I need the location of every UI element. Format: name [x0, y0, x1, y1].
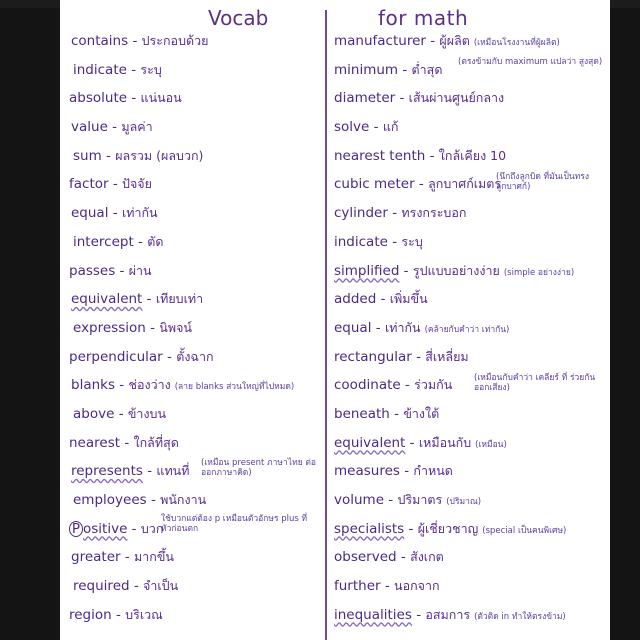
dash-separator: -	[414, 176, 429, 193]
vocab-meaning: เส้นผ่านศูนย์กลาง	[408, 90, 505, 106]
dash-separator: -	[162, 348, 177, 365]
dash-separator: -	[108, 176, 123, 193]
vocab-entry	[69, 575, 319, 604]
dash-separator: -	[111, 606, 126, 623]
vocab-entry	[334, 374, 606, 403]
vocab-meaning: สังเกต	[410, 549, 444, 565]
vocab-term: beneath	[334, 405, 390, 422]
vocab-meaning: ใกล้เคียง 10	[438, 147, 507, 163]
vocab-meaning: ต่ำสุด	[411, 61, 443, 77]
left-vocab-column	[69, 30, 319, 632]
vocab-meaning: ปริมาตร	[397, 492, 443, 507]
vocab-meaning: ทรงกระบอก	[401, 205, 467, 221]
vocab-meaning: แก้	[382, 119, 399, 135]
vocab-term: specialists	[334, 520, 405, 537]
vocab-entry	[69, 145, 319, 174]
vocab-entry	[334, 288, 606, 317]
vocab-meaning: ผลรวม (ผลบวก)	[115, 147, 204, 163]
dash-separator: -	[127, 90, 141, 107]
vocab-entry	[334, 518, 606, 547]
vocab-term: coodinate	[334, 377, 401, 394]
vocab-meaning: ผ่าน	[128, 262, 152, 278]
vocab-term: indicate	[334, 233, 388, 250]
vocab-term: factor	[69, 176, 109, 193]
vocab-meaning: ข้างใต้	[403, 405, 440, 421]
vocab-term: greater	[71, 549, 121, 566]
vocab-entry	[69, 513, 319, 547]
vocab-meaning: ร่วมกัน	[414, 377, 453, 393]
vocab-note: (simple อย่างง่าย)	[503, 267, 575, 278]
vocab-term: equal	[334, 319, 372, 336]
vocab-note: (special เป็นคนพิเศษ)	[482, 525, 567, 536]
dash-separator: -	[120, 549, 135, 566]
vocab-term: expression	[73, 319, 146, 336]
vocab-term: manufacturer	[334, 33, 426, 49]
vocab-term: perpendicular	[69, 348, 163, 365]
vocab-meaning: นอกจาก	[394, 578, 440, 594]
vocab-meaning: ปัจจัย	[122, 176, 152, 192]
vocab-meaning: ข้างบน	[127, 405, 167, 421]
vocab-term: employees	[73, 492, 147, 508]
column-divider	[325, 10, 327, 640]
dash-separator: -	[101, 147, 116, 164]
dash-separator: -	[389, 405, 404, 422]
vocab-note: (เหมือน present ภาษาไทย ต่อ ออกภาษาคิด)	[201, 458, 316, 479]
vocab-entry	[334, 575, 606, 604]
dash-separator: -	[380, 578, 395, 595]
dash-separator: -	[115, 262, 129, 279]
dash-separator: -	[120, 434, 134, 451]
vocab-entry	[334, 30, 606, 59]
dash-separator: -	[405, 434, 419, 451]
vocab-entry	[334, 56, 606, 88]
vocab-note: (เหมือนโรงงานที่ผู้ผลิต)	[473, 38, 560, 48]
vocab-entry	[334, 432, 606, 461]
vocab-entry	[69, 317, 319, 346]
vocab-term: rectangular	[334, 348, 412, 365]
vocab-meaning: เท่ากัน	[121, 205, 158, 221]
vocab-meaning: ลูกบาศก์เมตร	[428, 176, 502, 192]
vocab-meaning: เหมือนกับ	[418, 434, 472, 450]
vocab-term: equivalent	[334, 434, 406, 451]
vocab-meaning: มูลค่า	[121, 119, 153, 135]
dash-separator: -	[114, 405, 128, 422]
vocab-entry	[69, 173, 319, 202]
vocab-meaning: ตัด	[147, 233, 164, 249]
vocab-entry	[69, 260, 319, 289]
dash-separator: -	[376, 291, 390, 308]
vocab-term: measures	[334, 463, 400, 480]
dash-separator: -	[146, 492, 161, 508]
vocab-term: further	[334, 578, 381, 595]
vocab-meaning: เทียบเท่า	[155, 291, 204, 307]
vocab-entry	[334, 604, 606, 633]
dash-separator: -	[371, 319, 385, 336]
vocab-term: sum	[73, 147, 102, 164]
vocab-entry	[334, 317, 606, 346]
vocab-term: contains	[71, 33, 129, 49]
vocab-meaning: แน่นอน	[140, 90, 182, 106]
vocab-entry	[69, 87, 319, 116]
vocab-term: passes	[69, 262, 116, 279]
vocab-note: ใช้บวกแต่ต้อง p เหมือนตัวอักษร plus ที่หัวก่อนตก	[161, 513, 308, 534]
dash-separator: -	[384, 492, 398, 508]
dash-separator: -	[411, 348, 426, 365]
vocab-term: value	[71, 119, 108, 136]
vocab-meaning: เท่ากัน	[384, 319, 421, 335]
vocab-meaning: พนักงาน	[160, 492, 207, 507]
vocab-term: cubic meter	[334, 176, 415, 193]
vocab-entry	[69, 288, 319, 317]
vocab-meaning: ระบุ	[140, 61, 162, 77]
vocab-entry	[334, 202, 606, 231]
vocab-meaning: มากขึ้น	[134, 549, 174, 565]
dash-separator: -	[108, 205, 122, 222]
vocab-meaning: ประกอบด้วย	[141, 33, 209, 48]
vocab-entry	[69, 546, 319, 575]
dash-separator: -	[425, 33, 440, 49]
page-title-right: for math	[378, 6, 469, 30]
vocab-note: (เหมือน)	[475, 439, 507, 450]
dash-separator: -	[126, 61, 141, 78]
vocab-entry	[334, 145, 606, 174]
right-vocab-column	[334, 30, 606, 632]
vocab-term: region	[69, 606, 112, 623]
vocab-entry	[69, 460, 319, 489]
dash-separator: -	[404, 520, 418, 537]
vocab-entry	[69, 202, 319, 231]
page-title-left: Vocab	[208, 6, 269, 30]
vocab-term: diameter	[334, 90, 396, 107]
dash-separator: -	[396, 549, 411, 566]
vocab-entry	[334, 546, 606, 575]
vocab-meaning: แทนที่	[156, 463, 190, 479]
vocab-note: (ลาย blanks ส่วนใหญ่ที่ไปหมด)	[174, 382, 295, 393]
vocab-meaning: เพิ่มขึ้น	[389, 291, 428, 307]
dash-separator: -	[107, 119, 122, 136]
dash-separator: -	[115, 377, 129, 394]
vocab-entry	[69, 116, 319, 145]
vocab-term: observed	[334, 549, 397, 566]
vocab-meaning: กำหนด	[413, 463, 453, 479]
vocab-term: absolute	[69, 90, 128, 107]
dash-separator: -	[369, 119, 383, 136]
vocab-term: required	[73, 578, 130, 595]
dash-separator: -	[133, 233, 148, 250]
vocab-meaning: ผู้ผลิต	[439, 33, 470, 48]
vocab-note: (ปริมาณ)	[446, 497, 482, 507]
vocab-note: (เหมือนกับคำว่า เคลียร์ ที่ ร่วยกันออกเสียง)	[474, 373, 596, 394]
dash-separator: -	[129, 578, 144, 595]
vocab-term: equal	[71, 205, 109, 222]
vocab-meaning: อสมการ	[425, 606, 471, 622]
vocab-meaning: สี่เหลี่ยม	[425, 348, 469, 364]
vocab-note: (ตรงข้ามกับ maximum แปลว่า สูงสุด)	[458, 56, 603, 67]
vocab-meaning: บวก	[140, 520, 164, 536]
dash-separator: -	[142, 291, 156, 308]
dash-separator: -	[398, 61, 412, 78]
vocab-entry	[69, 59, 319, 88]
dash-separator: -	[387, 205, 402, 222]
vocab-term: nearest tenth	[334, 147, 426, 164]
vocab-term: minimum	[334, 61, 399, 78]
dash-separator: -	[128, 33, 142, 49]
vocab-meaning: ตั้งฉาก	[176, 348, 214, 364]
vocab-meaning: นิพจน์	[159, 319, 192, 335]
vocab-term: intercept	[73, 233, 134, 250]
vocab-note: (คล้ายกับคำว่า เท่ากัน)	[424, 324, 510, 335]
dash-separator: -	[395, 90, 409, 107]
vocab-term: simplified	[334, 262, 400, 279]
dash-separator: -	[142, 463, 157, 480]
vocab-term-initial: P	[69, 521, 83, 537]
vocab-term: indicate	[73, 61, 127, 78]
vocab-note: (ตัวติด in ทำให้ตรงข้าม)	[474, 611, 566, 622]
vocab-term: solve	[334, 119, 370, 136]
vocab-entry	[334, 260, 606, 289]
vocab-entry	[69, 403, 319, 432]
vocab-entry	[334, 116, 606, 145]
vocab-meaning: ช่องว่าง	[128, 377, 171, 393]
vocab-entry	[69, 432, 319, 461]
vocab-term: nearest	[69, 434, 121, 451]
vocab-term: cylinder	[334, 205, 388, 222]
vocab-meaning: บริเวณ	[125, 606, 163, 622]
notes-page	[60, 0, 610, 640]
dash-separator: -	[400, 377, 415, 394]
dash-separator: -	[399, 262, 413, 279]
vocab-term: ositive	[83, 520, 128, 537]
vocab-entry	[334, 460, 606, 489]
vocab-entry	[69, 231, 319, 260]
dash-separator: -	[425, 147, 439, 164]
vocab-term: represents	[71, 463, 143, 480]
vocab-entry	[334, 173, 606, 202]
dash-separator: -	[411, 606, 426, 623]
vocab-meaning: ระบุ	[401, 233, 423, 249]
vocab-term: added	[334, 291, 377, 308]
vocab-entry	[334, 87, 606, 116]
vocab-entry	[334, 403, 606, 432]
dash-separator: -	[399, 463, 414, 480]
vocab-meaning: ผู้เชี่ยวชาญ	[417, 520, 479, 536]
vocab-entry	[69, 374, 319, 403]
vocab-term: volume	[334, 492, 385, 508]
vocab-entry	[334, 489, 606, 518]
vocab-meaning: รูปแบบอย่างง่าย	[412, 262, 500, 278]
vocab-term: equivalent	[71, 291, 143, 308]
vocab-entry	[69, 346, 319, 375]
vocab-entry	[69, 604, 319, 633]
vocab-note: (นึกถึงลูกบิด ที่มันเป็นทรงลูกบาศก์)	[496, 172, 589, 193]
vocab-term: inequalities	[334, 606, 412, 623]
vocab-meaning: จำเป็น	[143, 578, 179, 594]
vocab-entry	[69, 30, 319, 59]
vocab-term: above	[73, 405, 115, 422]
vocab-entry	[334, 346, 606, 375]
dash-separator: -	[145, 319, 160, 336]
dash-separator: -	[127, 520, 141, 537]
vocab-term: blanks	[71, 377, 116, 394]
vocab-meaning: ใกล้ที่สุด	[133, 434, 179, 450]
vocab-entry	[334, 231, 606, 260]
dash-separator: -	[387, 233, 402, 250]
